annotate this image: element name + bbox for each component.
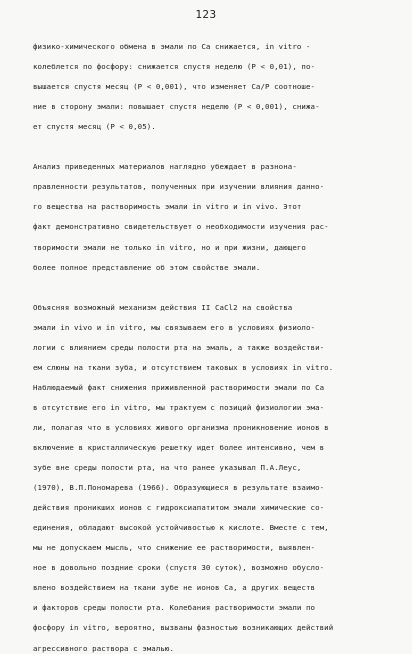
text-line: творимости эмали не только in vitro, но и при жизни, дающего	[33, 242, 306, 252]
text-line: зубе вне среды полости рта, на что ранее указывал П.А.Леус,	[33, 463, 302, 473]
text-line: физико-химического обмена в эмали по Ca снижается, in vitro -	[33, 42, 311, 51]
text-line: (1970), В.П.Пономарева (1966). Образующиеся в результате взаимо-	[33, 483, 325, 493]
text-line: факт демонстративно свидетельствует о необходимости изучения рас-	[33, 222, 329, 232]
text-line: ние в сторону эмали: повышает спустя неделю (P < 0,001), снижа-	[33, 102, 320, 112]
text-line: влено воздействием на ткани зубе не ионов Ca, а других веществ	[33, 583, 316, 593]
text-line: логии с влиянием среды полости рта на эмаль, а также воздействи-	[33, 342, 325, 352]
text-line: и факторов среды полости рта. Колебания растворимости эмали по	[33, 603, 316, 613]
text-line: эмали in vivo и in vitro, мы связываем его в условиях физиоло-	[33, 322, 316, 332]
text-line: ет спустя месяц (P < 0,05).	[33, 122, 156, 132]
text-line: включение в кристаллическую решетку идет более интенсивно, чем в	[33, 443, 325, 452]
text-line: вышается спустя месяц (P < 0,001), что изменяет Ca/P соотноше-	[33, 82, 316, 92]
text-line: колеблется по фосфору: снижается спустя неделю (P < 0,01), по-	[33, 62, 316, 72]
text-line: Анализ приведенных материалов наглядно убеждает в разнона-	[33, 162, 297, 172]
text-line: агрессивного раствора с эмалью.	[33, 643, 175, 653]
text-line: Наблюдаемый факт снижения приживленной растворимости эмали по Ca	[33, 382, 325, 392]
page-number: 123	[195, 8, 217, 21]
text-line: ли, полагая что в условиях живого организма проникновение ионов в	[33, 422, 329, 432]
text-line: ем слюны на ткани зуба, и отсутствием таковых в условиях in vitro.	[33, 362, 334, 372]
text-line: ное в довольно поздние сроки (спустя 30 суток), возможно обусло-	[33, 563, 325, 573]
text-line: правленности результатов, полученных при изучении влияния данно-	[33, 182, 325, 192]
text-line: более полное представление об этом свойстве эмали.	[33, 262, 261, 272]
text-line: фосфору in vitro, вероятно, вызваны фазностью возникающих действий	[33, 623, 334, 633]
text-line: го вещества на растворимость эмали in vitro и in vivo. Этот	[33, 202, 302, 212]
text-line: единения, обладают высокой устойчивостью к кислоте. Вместе с тем,	[33, 523, 329, 533]
text-line: действия проникших ионов с гидроксиапатитом эмали химические со-	[33, 503, 325, 513]
text-line: Объясняя возможный механизм действия II CaCl2 на свойства	[33, 302, 293, 312]
text-line: мы не допускаем мысль, что снижение ее растворимости, выявлен-	[33, 543, 316, 553]
text-line: в отсутствие его in vitro, мы трактуем с позиций физиологии эма-	[33, 402, 325, 412]
